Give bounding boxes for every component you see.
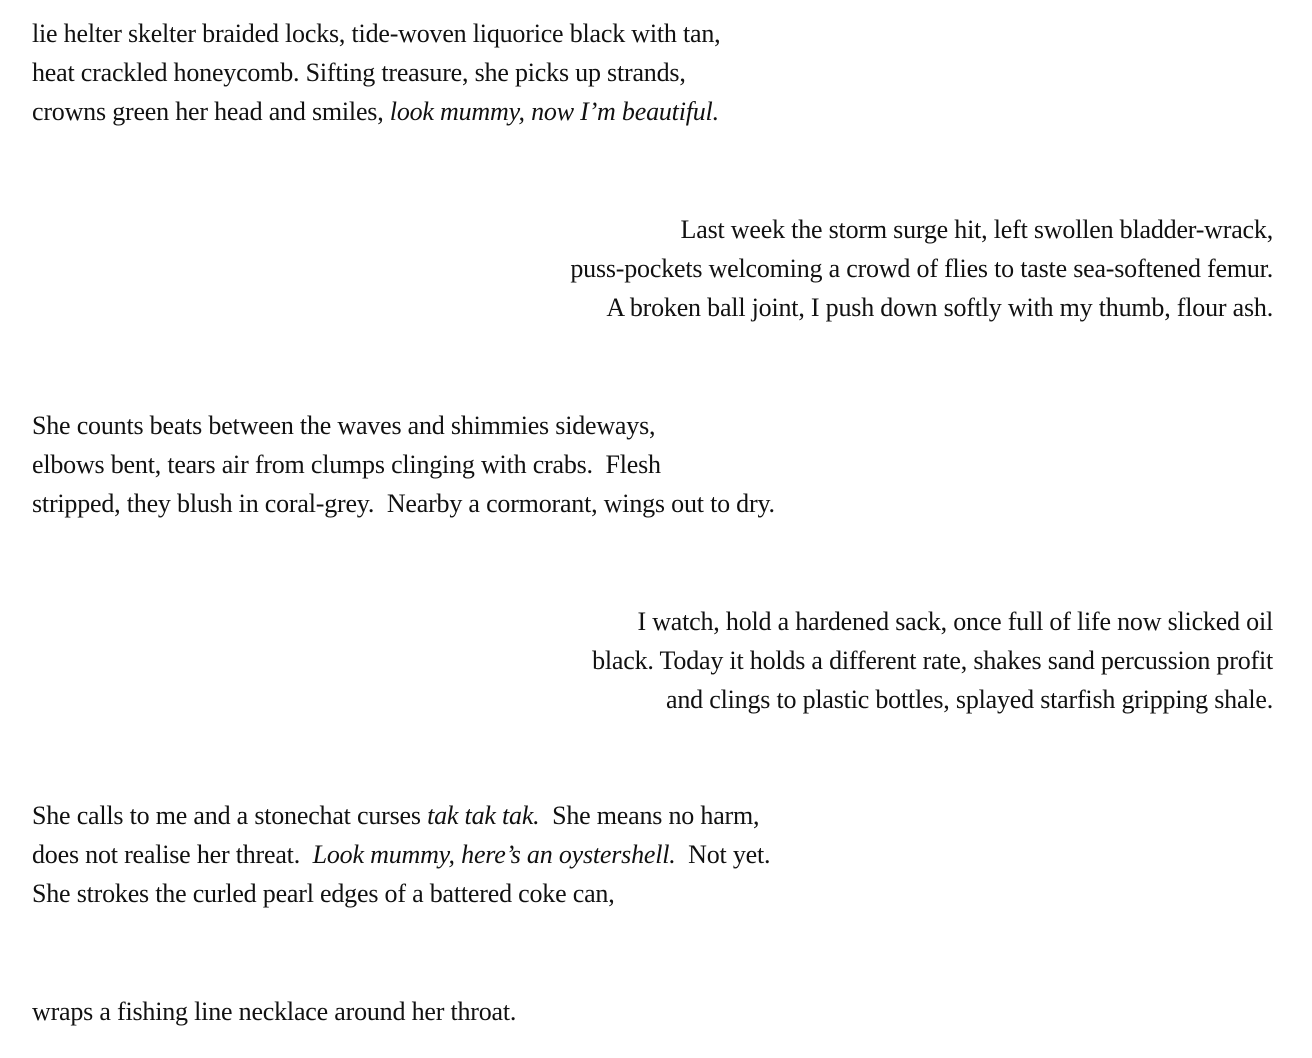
- poem-line: She strokes the curled pearl edges of a battered coke can,: [32, 879, 615, 908]
- italic-quote: look mummy, now I’m beautiful.: [389, 97, 719, 126]
- stanza-1: [32, 14, 1273, 131]
- italic-birdcall: tak tak tak.: [427, 801, 540, 830]
- poem-line: Last week the storm surge hit, left swollen bladder-wrack,: [680, 215, 1273, 244]
- poem-line: crowns green her head and smiles, look mummy, now I’m beautiful.: [32, 97, 719, 126]
- poem-line: I watch, hold a hardened sack, once full of life now slicked oil: [637, 607, 1273, 636]
- poem-line: She counts beats between the waves and shimmies sideways,: [32, 411, 656, 440]
- stanza-3: [32, 406, 1273, 523]
- stanza-4: [32, 602, 1273, 719]
- poem-line: A broken ball joint, I push down softly with my thumb, flour ash.: [606, 293, 1273, 322]
- stanza-5: [32, 796, 1273, 913]
- poem-line: wraps a fishing line necklace around her throat.: [32, 997, 517, 1026]
- poem-line: black. Today it holds a different rate, shakes sand percussion profit: [592, 646, 1273, 675]
- poem-line: heat crackled honeycomb. Sifting treasure, she picks up strands,: [32, 58, 686, 87]
- poem-line: stripped, they blush in coral-grey. Nearby a cormorant, wings out to dry.: [32, 489, 775, 518]
- poem-line: elbows bent, tears air from clumps clinging with crabs. Flesh: [32, 450, 661, 479]
- poem-line: puss-pockets welcoming a crowd of flies to taste sea-softened femur.: [570, 254, 1273, 283]
- poem-line: does not realise her threat. Look mummy, here’s an oystershell. Not yet.: [32, 840, 771, 869]
- stanza-2: [32, 210, 1273, 327]
- poem-line: and clings to plastic bottles, splayed starfish gripping shale.: [666, 685, 1273, 714]
- poem-line: She calls to me and a stonechat curses tak tak tak. She means no harm,: [32, 801, 760, 830]
- poem-line: lie helter skelter braided locks, tide-woven liquorice black with tan,: [32, 19, 721, 48]
- stanza-6: [32, 992, 1273, 1031]
- italic-quote: Look mummy, here’s an oystershell.: [312, 840, 676, 869]
